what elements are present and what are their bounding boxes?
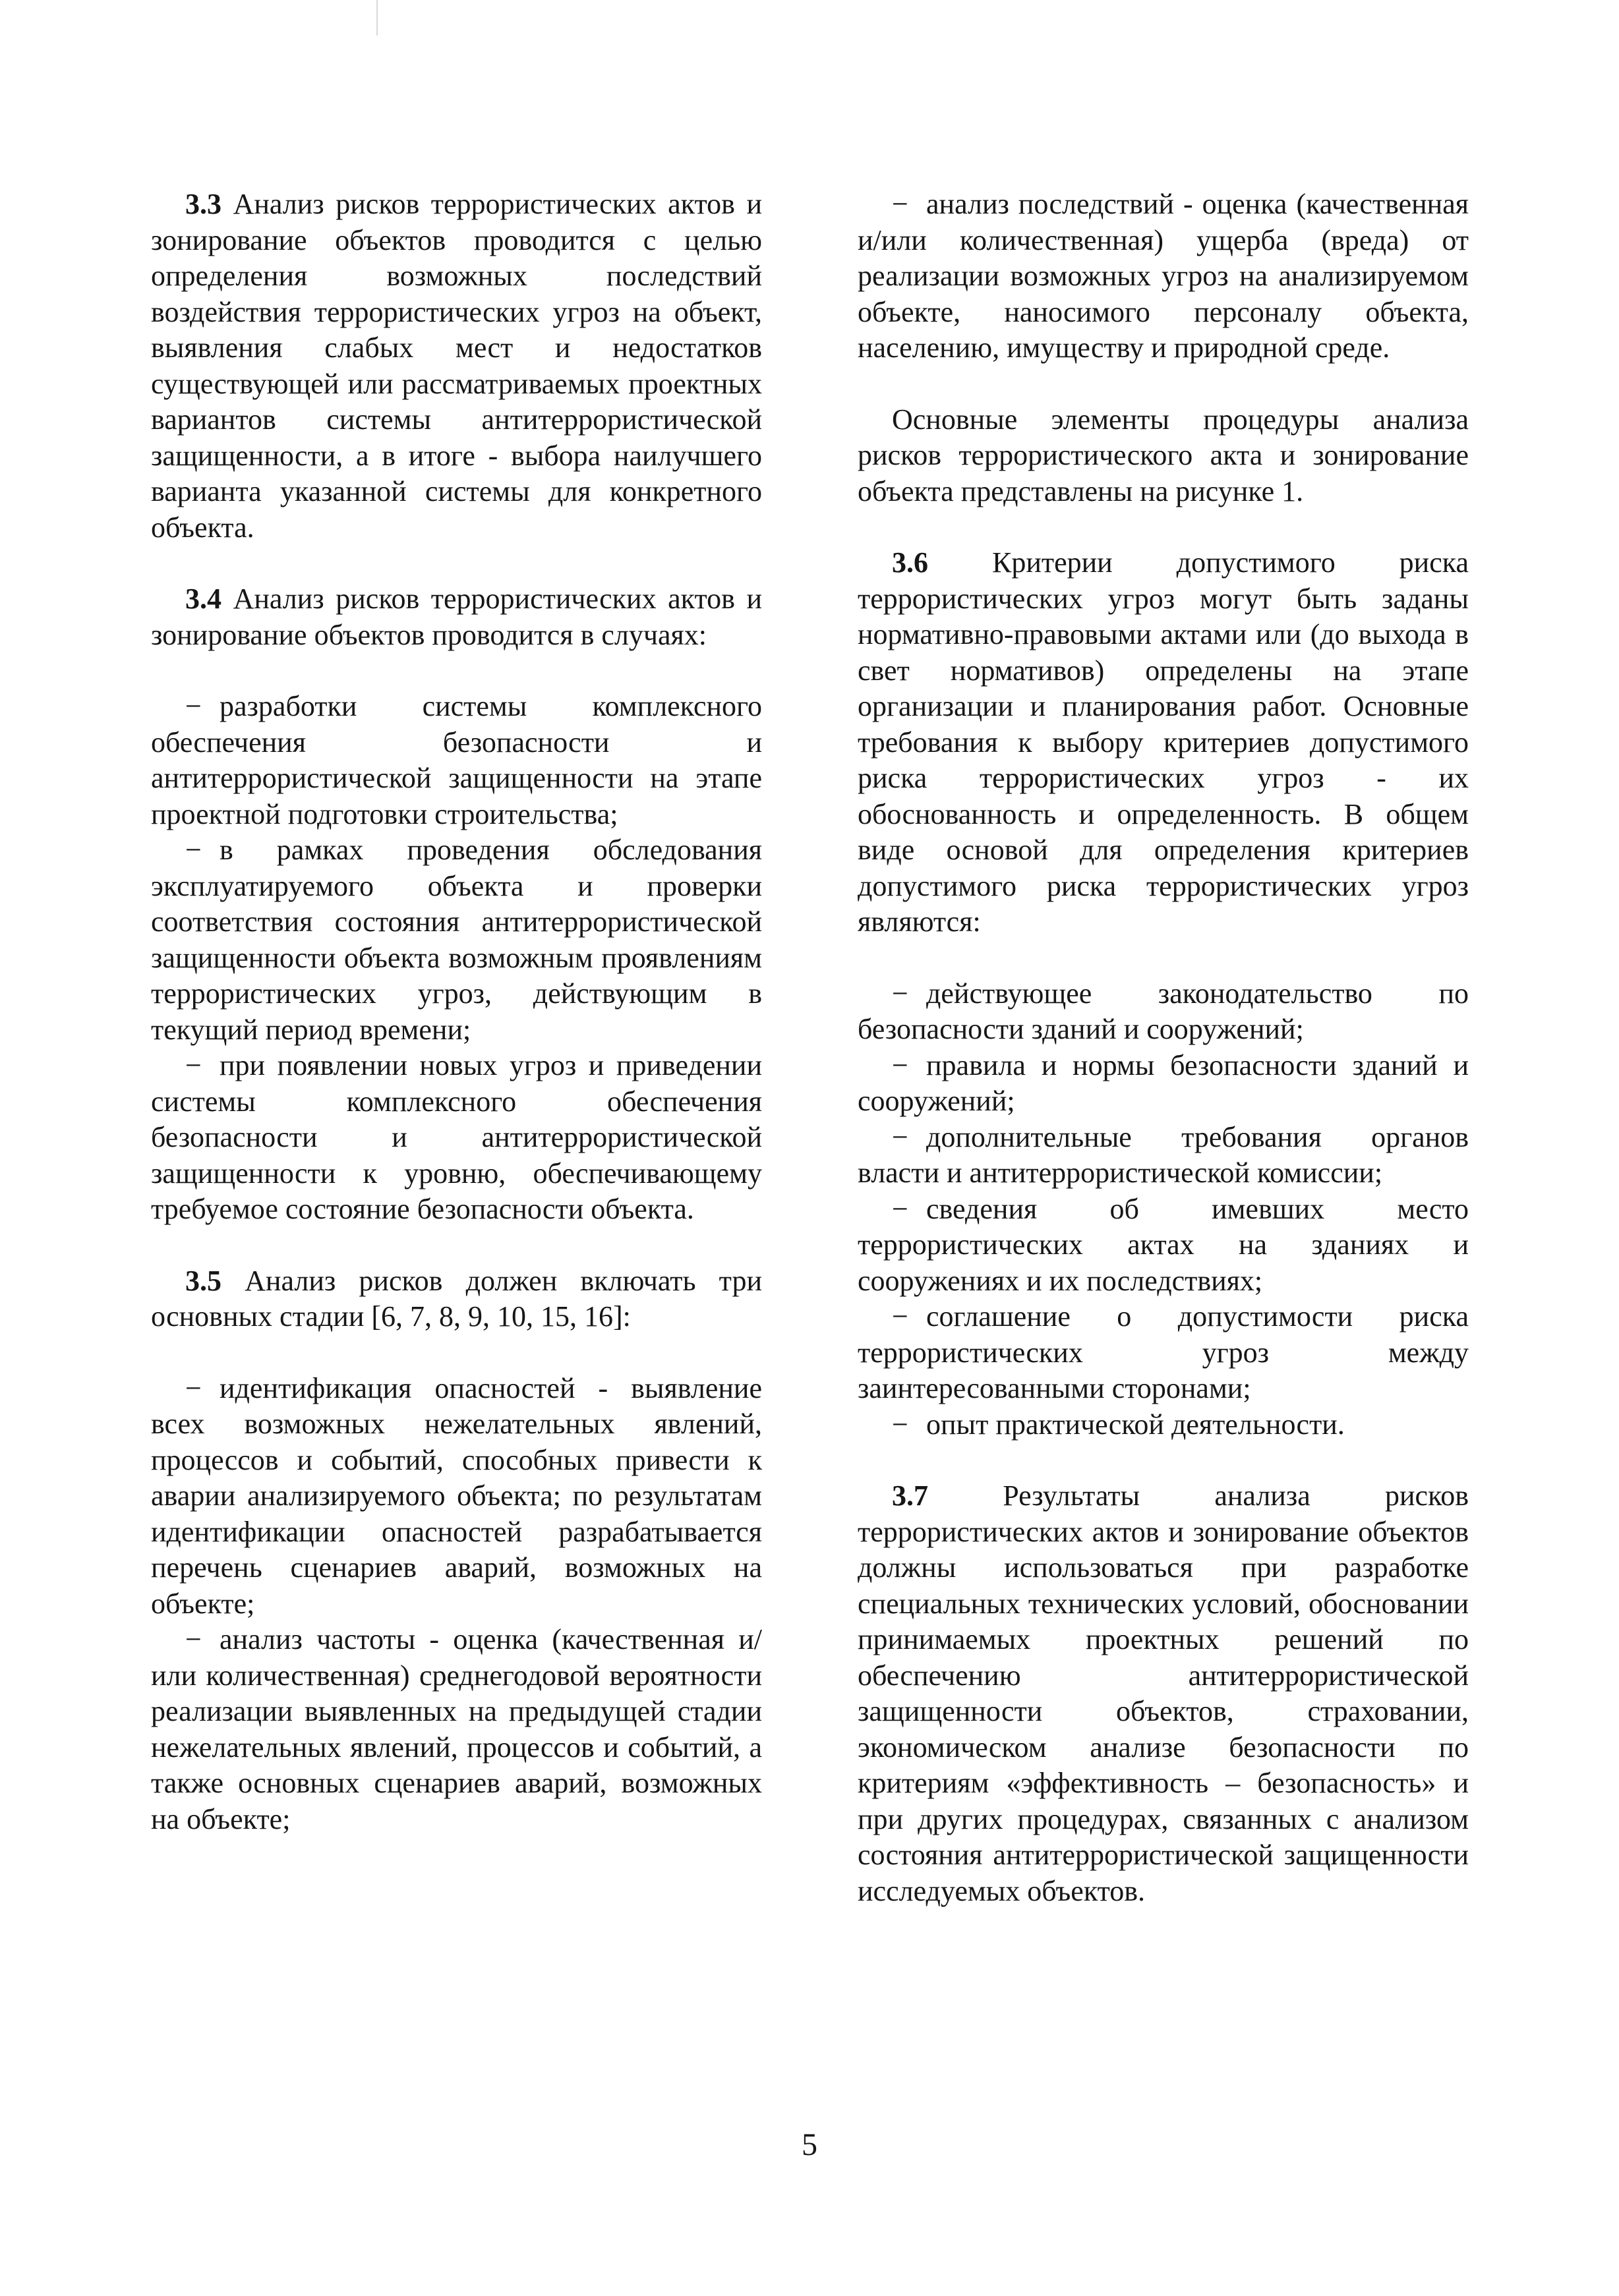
paragraph-3-6	[858, 545, 1469, 940]
list-item-text: в рамках проведения обследования эксплуатируемого объекта и проверки соответствия состояния антитеррористической защищенности объекта возможным проявлениям террористических угроз, действующим в текущий период времени;	[151, 834, 762, 1046]
paragraph-3-4	[151, 581, 762, 653]
left-column	[151, 187, 762, 1837]
list-item	[858, 187, 1469, 366]
paragraph-text: Анализ рисков должен включать три основных стадии [6, 7, 8, 9, 10, 15, 16]:	[151, 1264, 762, 1333]
list-item	[858, 1048, 1469, 1120]
list-item-text: анализ последствий - оценка (качественная и/или количественная) ущерба (вреда) от реализации возможных угроз на анализируемом объекте, наносимого персоналу объекта, населению, имуществу и природной среде.	[858, 188, 1469, 364]
section-number: 3.6	[892, 546, 928, 579]
list-item-text: действующее законодательство по безопасности зданий и сооружений;	[858, 977, 1469, 1045]
list-item	[151, 832, 762, 1048]
list-item	[151, 689, 762, 832]
section-number: 3.5	[185, 1264, 221, 1297]
scan-edge-mark	[376, 0, 378, 36]
list-item	[151, 1048, 762, 1228]
section-number: 3.7	[892, 1479, 928, 1512]
list-item	[858, 1120, 1469, 1191]
list-item	[858, 976, 1469, 1048]
paragraph-text: Анализ рисков террористических актов и зонирование объектов проводится в случаях:	[151, 583, 763, 651]
paragraph-text: Результаты анализа рисков террористических актов и зонирование объектов должны использоваться при разработке специальных технических условий, обосновании принимаемых проектных решений по обеспечению антитеррористической защищенности объектов, страховании, экономическом анализе безопасности по критериям «эффективность – безопасность» и при других процедурах, связанных с анализом состояния антитеррористической защищенности исследуемых объектов.	[858, 1479, 1469, 1907]
list-item-text: соглашение о допустимости риска террористических угроз между заинтересованными сторонами;	[858, 1300, 1469, 1404]
paragraph-3-7	[858, 1478, 1469, 1909]
list-item	[858, 1299, 1469, 1407]
paragraph-text: Анализ рисков террористических актов и зонирование объектов проводится с целью определения возможных последствий воздействия террористических угроз на объект, выявления слабых мест и недостатков существующей или рассматриваемых проектных вариантов системы антитеррористической защищенности, а в итоге - выбора наилучшего варианта указанной системы для конкретного объекта.	[151, 188, 763, 544]
list-item-text: сведения об имевших место террористических актах на зданиях и сооружениях и их последствиях;	[858, 1192, 1469, 1297]
list-item	[151, 1622, 762, 1837]
list-item	[858, 1191, 1469, 1300]
list-item	[858, 1407, 1469, 1443]
list-item-text: дополнительные требования органов власти и антитеррористической комиссии;	[858, 1120, 1469, 1189]
section-number: 3.3	[185, 188, 221, 220]
paragraph-text: Критерии допустимого риска террористических угроз могут быть заданы нормативно-правовыми актами или (до выхода в свет нормативов) определены на этапе организации и планирования работ. Основные требования к выбору критериев допустимого риска террористических угроз - их обоснованность и определенность. В общем виде основой для определения критериев допустимого риска террористических угроз являются:	[858, 546, 1469, 938]
list-item-text: идентификация опасностей - выявление всех возможных нежелательных явлений, процессов и событий, способных привести к аварии анализируемого объекта; по результатам идентификации опасностей разрабатывается перечень сценариев аварий, возможных на объекте;	[151, 1371, 762, 1620]
list-item-text: при появлении новых угроз и приведении системы комплексного обеспечения безопасности и антитеррористической защищенности к уровню, обеспечивающему требуемое состояние безопасности объекта.	[151, 1049, 762, 1225]
paragraph-3-3	[151, 187, 762, 546]
paragraph	[858, 402, 1469, 510]
section-number: 3.4	[185, 583, 221, 615]
paragraph-3-5	[151, 1263, 762, 1335]
page-number: 5	[802, 2127, 817, 2162]
list-item	[151, 1371, 762, 1622]
paragraph-text: Основные элементы процедуры анализа рисков террористического акта и зонирование объекта представлены на рисунке 1.	[858, 403, 1469, 507]
list-item-text: разработки системы комплексного обеспечения безопасности и антитеррористической защищенности на этапе проектной подготовки строительства;	[151, 690, 762, 830]
list-item-text: правила и нормы безопасности зданий и сооружений;	[858, 1048, 1469, 1117]
right-column	[858, 187, 1469, 1909]
list-item-text: опыт практической деятельности.	[926, 1408, 1345, 1441]
list-item-text: анализ частоты - оценка (качественная и/или количественная) среднегодовой вероятности реализации выявленных на предыдущей стадии нежелательных явлений, процессов и событий, а также основных сценариев аварий, возможных на объекте;	[151, 1623, 762, 1835]
